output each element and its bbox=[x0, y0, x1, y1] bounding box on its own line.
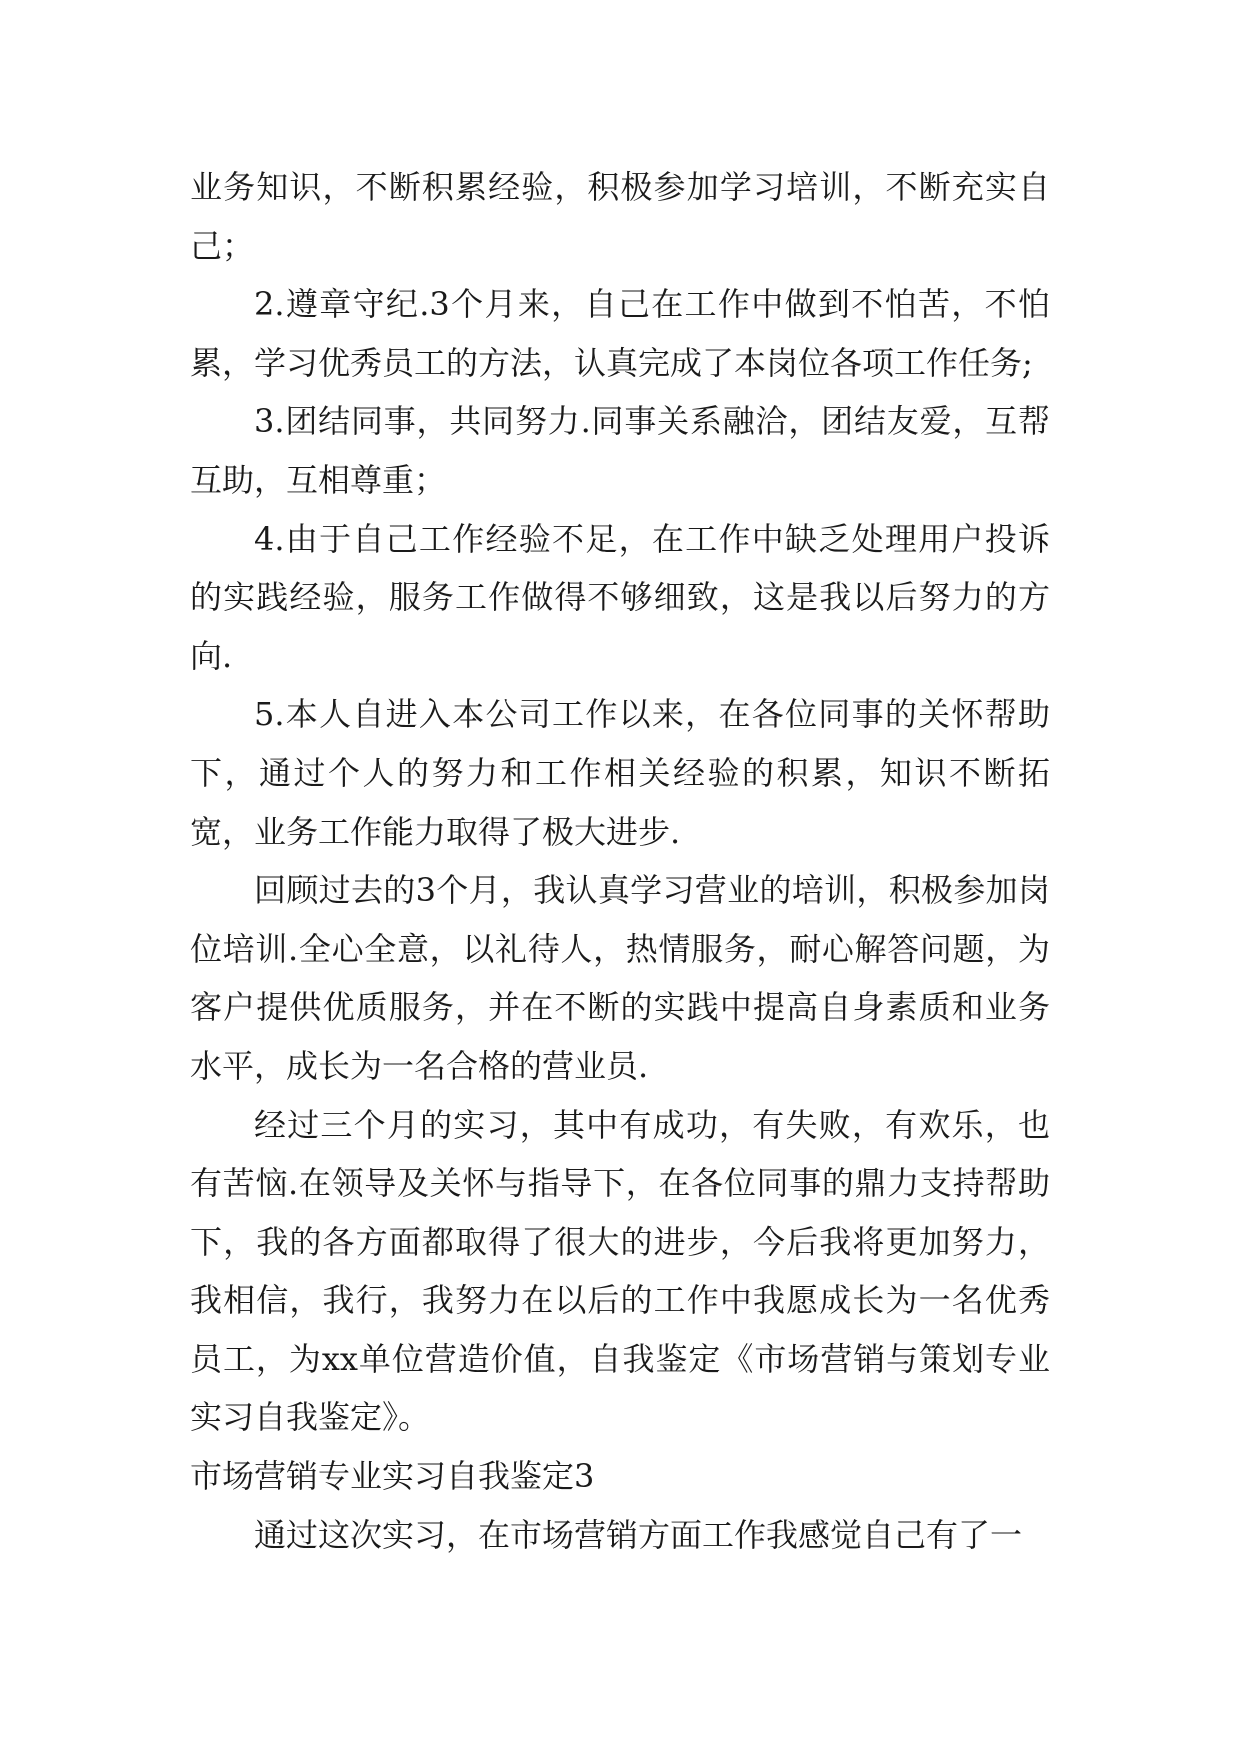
paragraph-8: 通过这次实习，在市场营销方面工作我感觉自己有了一 bbox=[254, 1515, 1023, 1554]
paragraph-4: 4.由于自己工作经验不足，在工作中缺乏处理用户投诉的实践经验，服务工作做得不够细致，这是我以后努力的方向. bbox=[190, 519, 1050, 675]
paragraph-5: 5.本人自进入本公司工作以来，在各位同事的关怀帮助下，通过个人的努力和工作相关经验的积累，知识不断拓宽，业务工作能力取得了极大进步. bbox=[190, 695, 1050, 851]
paragraph-6: 回顾过去的3个月，我认真学习营业的培训，积极参加岗位培训.全心全意，以礼待人，热情服务，耐心解答问题，为客户提供优质服务，并在不断的实践中提高自身素质和业务水平，成长为一名合格的营业员. bbox=[190, 871, 1050, 1085]
paragraph-3: 3.团结同事，共同努力.同事关系融洽，团结友爱，互帮互助，互相尊重； bbox=[190, 402, 1050, 499]
document-body bbox=[190, 158, 1050, 1564]
paragraph-7: 经过三个月的实习，其中有成功，有失败，有欢乐，也有苦恼.在领导及关怀与指导下，在各位同事的鼎力支持帮助下，我的各方面都取得了很大的进步，今后我将更加努力，我相信，我行，我努力在以后的工作中我愿成长为一名优秀员工，为xx单位营造价值，自我鉴定《市场营销与策划专业实习自我鉴定》。 bbox=[190, 1105, 1050, 1437]
section-heading: 市场营销专业实习自我鉴定3 bbox=[190, 1457, 595, 1496]
paragraph-2: 2.遵章守纪.3个月来，自己在工作中做到不怕苦，不怕累，学习优秀员工的方法，认真完成了本岗位各项工作任务; bbox=[190, 285, 1050, 382]
paragraph-1: 业务知识，不断积累经验，积极参加学习培训，不断充实自己； bbox=[190, 168, 1050, 265]
